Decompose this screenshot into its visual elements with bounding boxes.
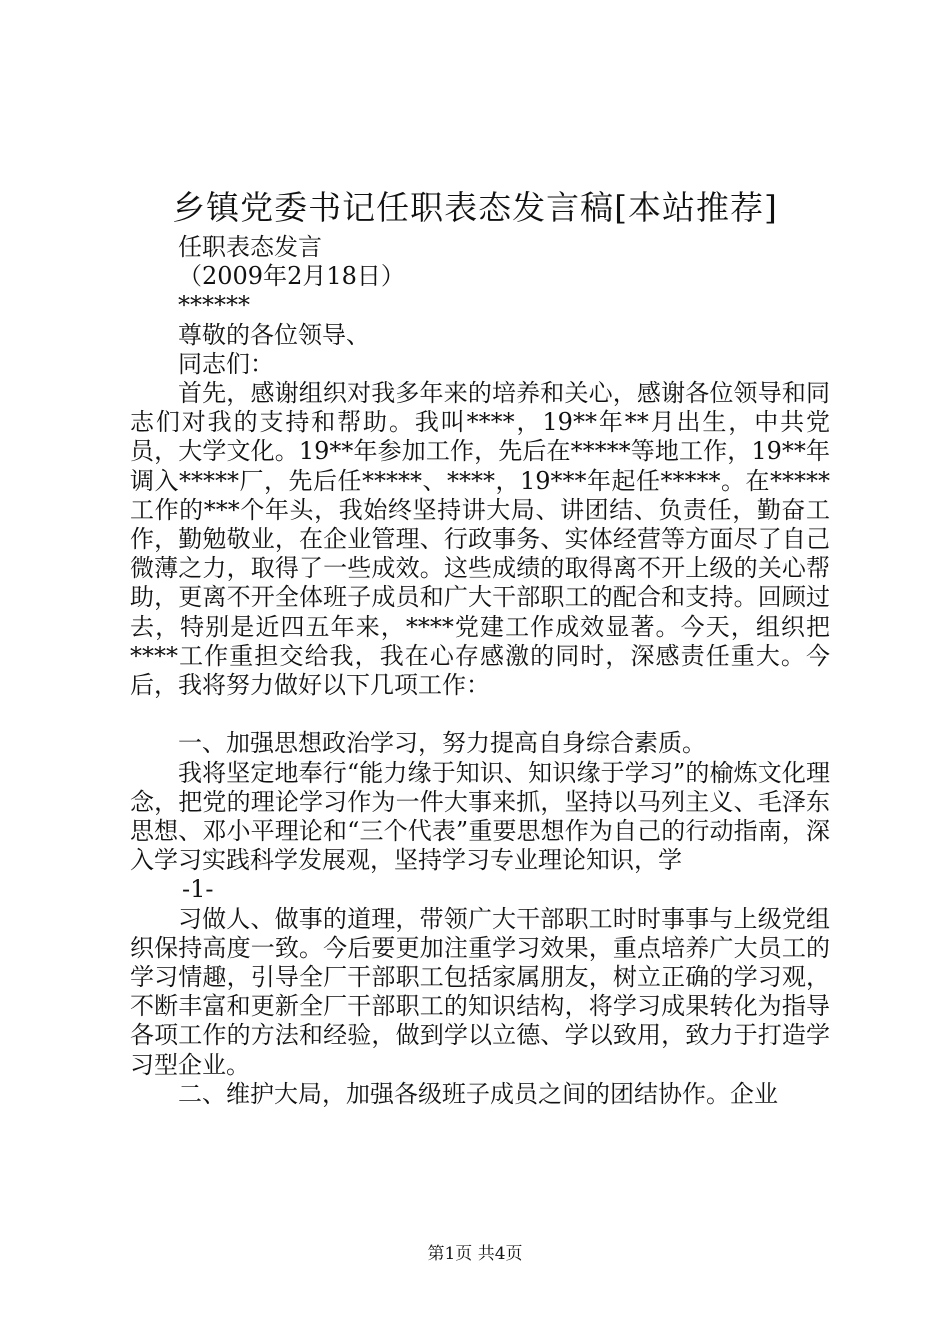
- speech-heading: 任职表态发言: [178, 233, 322, 261]
- paragraph-intro: 首先，感谢组织对我多年来的培养和关心，感谢各位领导和同志们对我的支持和帮助。我叫****，19**年**月出生，中共党员，大学文化。19**年参加工作，先后在*****等地工作，19**年调入*****厂，先后任*****、****，19***年起任*****。在*****工作的***个年头，我始终坚持讲大局、讲团结、负责任，勤奋工作，勤勉敬业，在企业管理、行政事务、实体经营等方面尽了自己微薄之力，取得了一些成效。这些成绩的取得离不开上级的关心帮助，更离不开全体班子成员和广大干部职工的配合和支持。回顾过去，特别是近四五年来，****党建工作成效显著。今天，组织把****工作重担交给我，我在心存感激的同时，深感责任重大。今后，我将努力做好以下几项工作：: [130, 379, 830, 700]
- section-heading-2: 二、维护大局，加强各级班子成员之间的团结协作。企业: [178, 1079, 778, 1108]
- paragraph-gap: [130, 700, 830, 729]
- paragraph-study: 我将坚定地奉行“能力缘于知识、知识缘于学习”的榆炼文化理念，把党的理论学习作为一件大事来抓，坚持以马列主义、毛泽东思想、邓小平理论和“三个代表”重要思想作为自己的行动指南，深入学习实践科学发展观，坚持学习专业理论知识，学: [130, 758, 830, 875]
- inline-page-number: -1-: [182, 875, 214, 904]
- speech-date: （2009年2月18日）: [178, 262, 405, 291]
- section-heading-1: 一、加强思想政治学习，努力提高自身综合素质。: [178, 729, 706, 758]
- page-footer: 第1页 共4页: [427, 1244, 523, 1264]
- salutation-line-2: 同志们：: [178, 349, 274, 378]
- paragraph-study-continued: 习做人、做事的道理，带领广大干部职工时时事事与上级党组织保持高度一致。今后要更加注重学习效果，重点培养广大员工的学习情趣，引导全厂干部职工包括家属朋友，树立正确的学习观，不断丰富和更新全厂干部职工的知识结构，将学习成果转化为指导各项工作的方法和经验，做到学以立德、学以致用，致力于打造学习型企业。: [130, 904, 830, 1079]
- salutation-line-1: 尊敬的各位领导、: [178, 320, 370, 349]
- document-title: 乡镇党委书记任职表态发言稿[本站推荐]: [172, 188, 778, 227]
- speaker-name: ******: [178, 291, 250, 320]
- document-body: [130, 233, 830, 1109]
